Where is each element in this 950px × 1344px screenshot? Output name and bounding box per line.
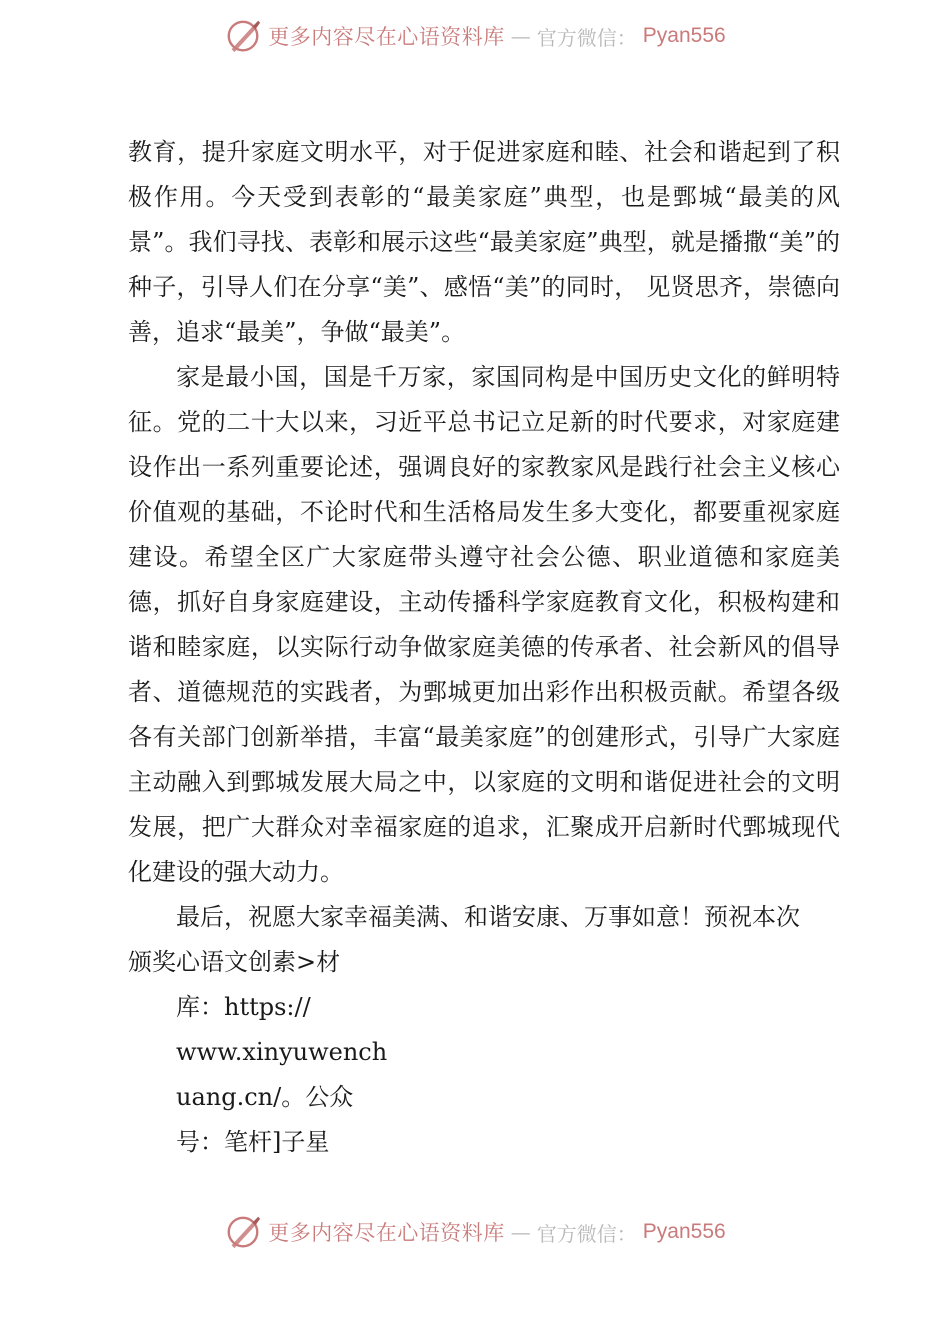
header-separator: —	[510, 24, 531, 48]
pen-nib-seal-icon	[224, 17, 262, 55]
header-site-text: 更多内容尽在心语资料库	[268, 25, 505, 49]
footer-banner	[0, 1210, 950, 1254]
footer-wechat-handle: Pyan556	[642, 1220, 726, 1243]
header-wechat-label: 官方微信：	[536, 25, 637, 50]
closing-line-4: uang.cn/。公众	[176, 1083, 354, 1111]
pen-nib-seal-icon	[224, 1213, 262, 1251]
closing-line-2: 库：https://	[176, 993, 311, 1021]
closing-line-3: www.xinyuwench	[176, 1038, 388, 1066]
paragraph-3: 最后，祝愿大家幸福美满、和谐安康、万事如意！预祝本次	[176, 903, 800, 931]
header-banner	[0, 14, 950, 58]
header-wechat-handle: Pyan556	[642, 24, 726, 47]
paragraph-1: 教育，提升家庭文明水平，对于促进家庭和睦、社会和谐起到了积极作用。今天受到表彰的“最美家庭”典型，也是鄄城“最美的风景”。我们寻找、表彰和展示这些“最美家庭”典型，就是播撒“美”的种子，引导人们在分享“美”、感悟“美”的同时， 见贤思齐，崇德向善，追求“最美”，争做“最美”。	[128, 138, 840, 346]
closing-line-1: 颁奖心语文创素>材	[128, 948, 341, 976]
footer-separator: —	[510, 1220, 531, 1244]
footer-site-text: 更多内容尽在心语资料库	[268, 1221, 505, 1245]
paragraph-2: 家是最小国，国是千万家，家国同构是中国历史文化的鲜明特征。党的二十大以来，习近平总书记立足新的时代要求，对家庭建设作出一系列重要论述，强调良好的家教家风是践行社会主义核心价值观的基础，不论时代和生活格局发生多大变化，都要重视家庭建设。希望全区广大家庭带头遵守社会公德、职业道德和家庭美德，抓好自身家庭建设，主动传播科学家庭教育文化，积极构建和谐和睦家庭，以实际行动争做家庭美德的传承者、社会新风的倡导者、道德规范的实践者，为鄄城更加出彩作出积极贡献。希望各级各有关部门创新举措，丰富“最美家庭”的创建形式，引导广大家庭主动融入到鄄城发展大局之中，以家庭的文明和谐促进社会的文明发展，把广大群众对幸福家庭的追求，汇聚成开启新时代鄄城现代化建设的强大动力。	[128, 363, 840, 886]
closing-line-5: 号：笔杆]子星	[176, 1128, 330, 1156]
document-body	[128, 130, 840, 1165]
footer-wechat-label: 官方微信：	[536, 1221, 637, 1246]
